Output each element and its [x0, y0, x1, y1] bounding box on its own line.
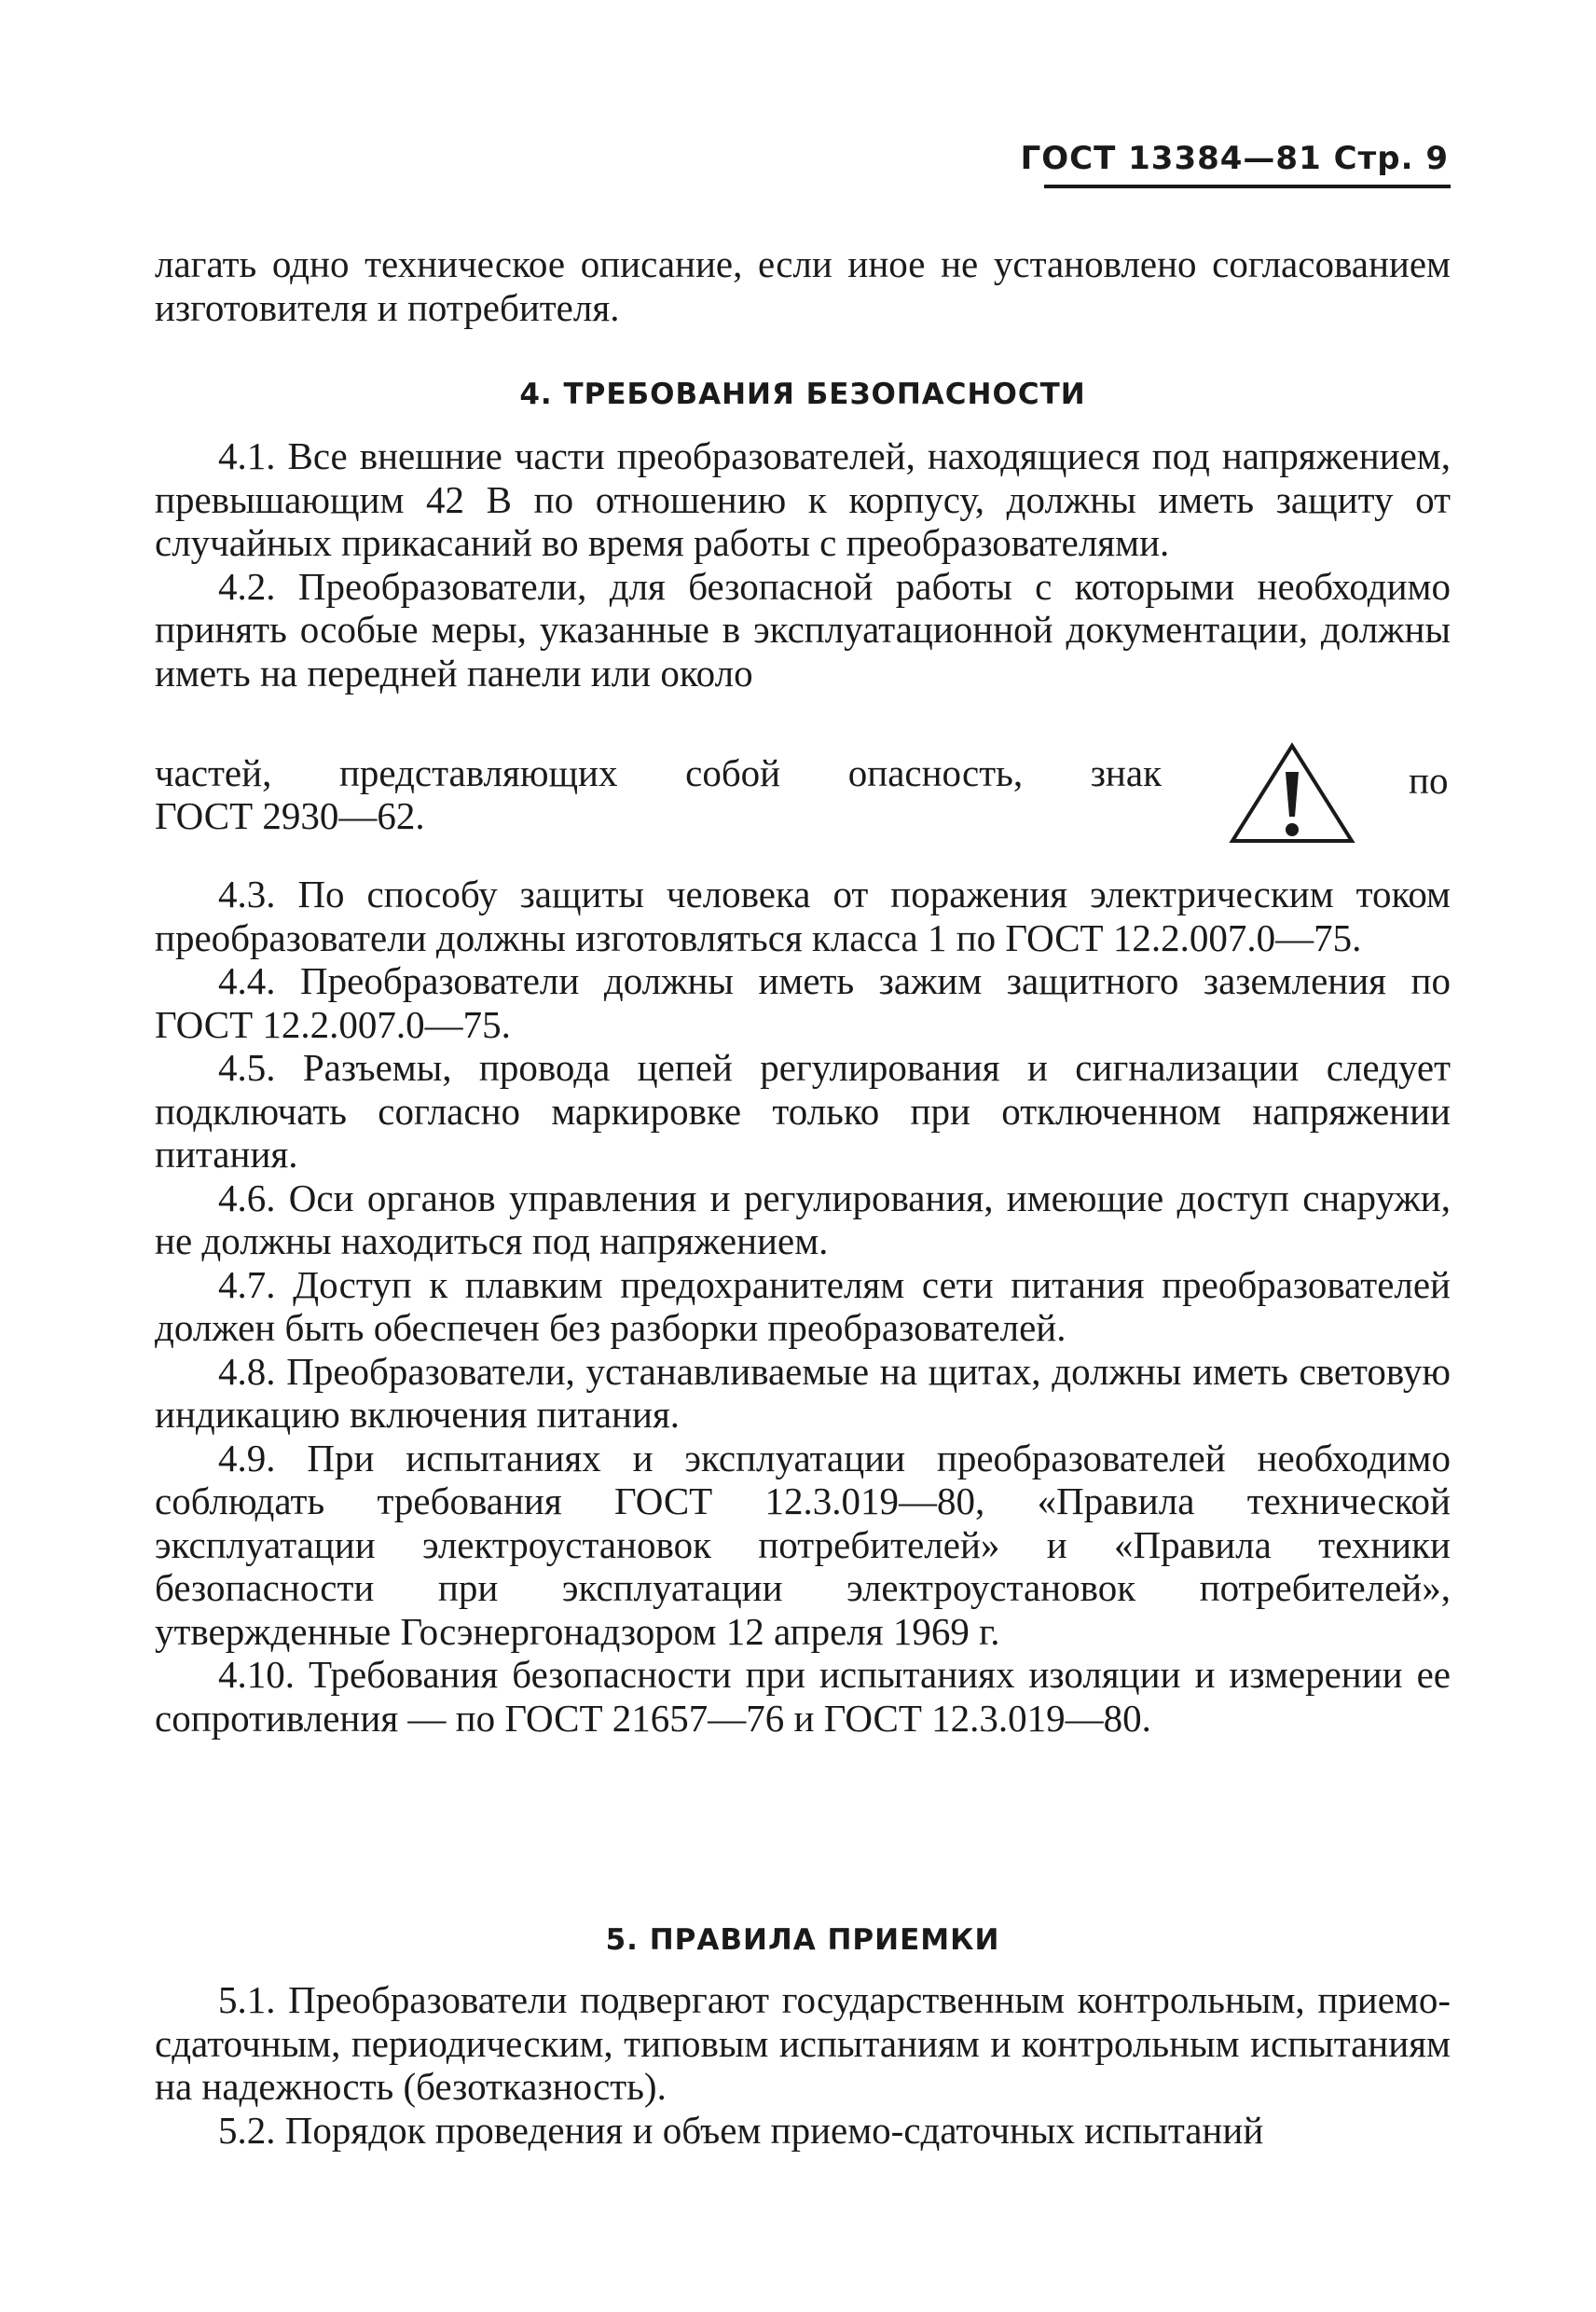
clause-4-5: 4.5. Разъемы, провода цепей регулирования и сигнализации следует подключать согласно маркировке только при отключенном напряжении питания. [155, 1046, 1451, 1176]
clause-5-1: 5.1. Преобразователи подвергают государственным контрольным, приемо-сдаточным, периодическим, типовым испытаниям и контрольным испытаниям на надежность (безотказность). [155, 1978, 1451, 2108]
page-number: Стр. 9 [1333, 140, 1449, 177]
warning-triangle-icon [1227, 742, 1357, 846]
sign-line [155, 742, 1451, 843]
section-5-title: 5. ПРАВИЛА ПРИЕМКИ [605, 1923, 1000, 1957]
po-word: по [1409, 759, 1449, 802]
clause-5-2: 5.2. Порядок проведения и объем приемо-сдаточных испытаний [218, 2108, 1264, 2152]
clause-4-2-sign-row [155, 742, 1451, 843]
clause-4-3: 4.3. По способу защиты человека от поражения электрическим током преобразователи должны изготовляться класса 1 по ГОСТ 12.2.007.0—75. [155, 873, 1451, 959]
section-5 [155, 1923, 1451, 1957]
clause-4-6: 4.6. Оси органов управления и регулирования, имеющие доступ снаружи, не должны находиться под напряжением. [155, 1176, 1451, 1262]
intro-block [155, 242, 1451, 329]
standard-number: ГОСТ 13384—81 [1020, 140, 1322, 177]
section-4-body-part1 [155, 434, 1451, 695]
page-header [1021, 140, 1449, 177]
header-rule [1044, 185, 1451, 188]
clause-4-10: 4.10. Требования безопасности при испытаниях изоляции и измерении ее сопротивления — по ГОСТ 21657—76 и ГОСТ 12.3.019—80. [155, 1653, 1451, 1740]
clause-4-1: 4.1. Все внешние части преобразователей, находящиеся под напряжением, превышающим 42 В по отношению к корпусу, должны иметь защиту от случайных прикасаний во время работы с преобразователями. [155, 434, 1451, 564]
section-4-body-part2 [155, 873, 1451, 1740]
clause-4-2: 4.2. Преобразователи, для безопасной работы с которыми необходимо принять особые меры, указанные в эксплуатационной документации, должны иметь на передней панели или около [155, 564, 1451, 695]
intro-paragraph: лагать одно техническое описание, если иное не установлено согласованием изготовителя и потребителя. [155, 242, 1451, 329]
clause-4-7: 4.7. Доступ к плавким предохранителям сети питания преобразователей должен быть обеспечен без разборки преобразователей. [155, 1262, 1451, 1349]
clause-4-2-reference: ГОСТ 2930—62. [155, 794, 425, 837]
section-5-body [155, 1978, 1451, 2152]
clause-4-4: 4.4. Преобразователи должны иметь зажим защитного заземления по ГОСТ 12.2.007.0—75. [155, 959, 1451, 1046]
clause-4-2-continuation: частей, представляющих собой опасность, знак [155, 751, 1162, 794]
clause-4-8: 4.8. Преобразователи, устанавливаемые на щитах, должны иметь световую индикацию включения питания. [155, 1349, 1451, 1436]
section-4-title: 4. ТРЕБОВАНИЯ БЕЗОПАСНОСТИ [519, 378, 1086, 411]
section-4 [155, 378, 1451, 411]
clause-4-9: 4.9. При испытаниях и эксплуатации преобразователей необходимо соблюдать требования ГОСТ 12.3.019—80, «Правила технической эксплуатации электроустановок потребителей» и «Правила техники безопасности при эксплуатации электроустановок потребителей», утвержденные Госэнергонадзором 12 апреля 1969 г. [155, 1436, 1451, 1653]
